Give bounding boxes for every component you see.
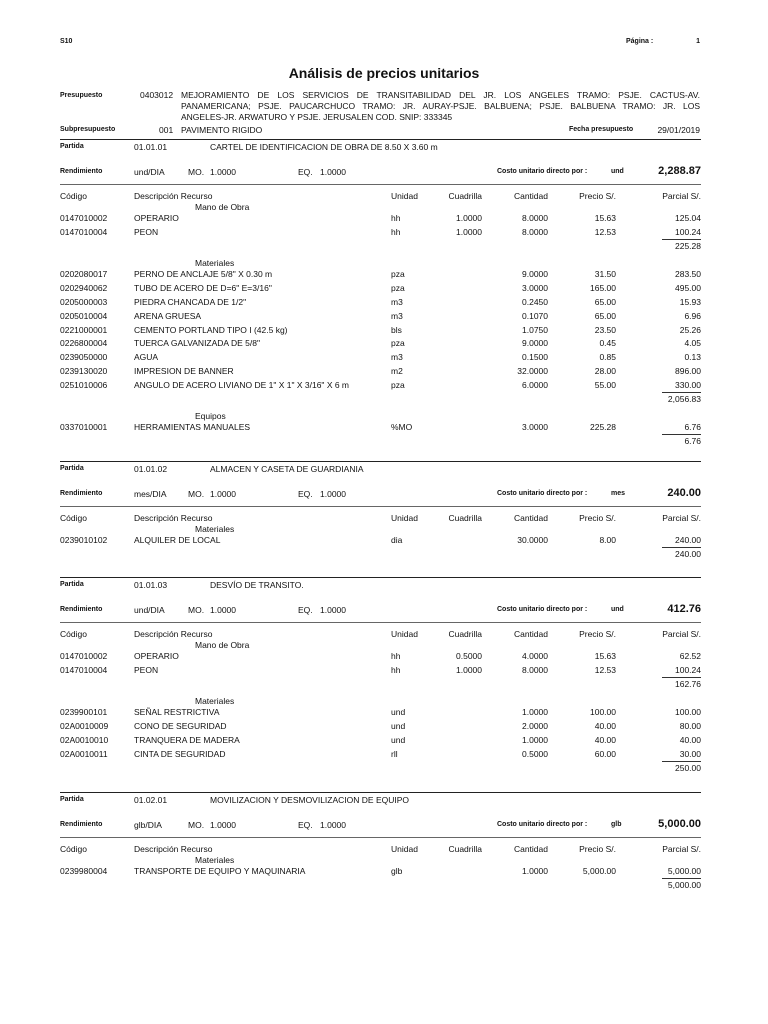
col-header-cantidad: Cantidad — [513, 844, 548, 854]
resource-unit: hh — [391, 664, 401, 675]
resource-code: 0221000001 — [60, 324, 108, 335]
resource-parcial: 100.24 — [675, 226, 701, 237]
subtotal-rule — [662, 239, 701, 240]
resource-description: ARENA GRUESA — [134, 310, 202, 321]
column-header-rule — [60, 622, 701, 623]
resource-cantidad: 3.0000 — [522, 422, 548, 433]
resource-parcial: 100.00 — [675, 707, 701, 718]
subpresupuesto-code: 001 — [159, 125, 174, 135]
resource-code: 0202940062 — [60, 283, 108, 294]
resource-description: OPERARIO — [134, 213, 179, 223]
col-header-precio: Precio S/. — [579, 844, 616, 854]
resource-unit: %MO — [391, 422, 413, 433]
mo-label: MO. — [188, 820, 205, 830]
costo-unitario-total: 5,000.00 — [658, 818, 701, 830]
col-header-parcial: Parcial S/. — [662, 844, 701, 854]
resource-code: 02A0010009 — [60, 721, 109, 732]
partida-name: MOVILIZACION Y DESMOVILIZACION DE EQUIPO — [210, 795, 410, 805]
resource-description: CONO DE SEGURIDAD — [134, 721, 227, 732]
resource-description: OPERARIO — [134, 651, 179, 661]
col-header-parcial: Parcial S/. — [662, 513, 701, 523]
resource-code: 0147010002 — [60, 651, 108, 661]
resource-unit: m3 — [391, 297, 403, 307]
partida-name: ALMACEN Y CASETA DE GUARDIANIA — [210, 464, 364, 474]
resource-cantidad: 3.0000 — [522, 283, 548, 294]
mo-value: 1.0000 — [210, 167, 236, 177]
resource-parcial: 30.00 — [679, 748, 701, 759]
resource-cantidad: 8.0000 — [522, 213, 548, 223]
group-label: Equipos — [195, 411, 226, 422]
col-header-descripcion: Descripción Recurso — [134, 844, 213, 854]
resource-description: CEMENTO PORTLAND TIPO I (42.5 kg) — [134, 324, 288, 335]
col-header-cantidad: Cantidad — [513, 191, 548, 201]
group-subtotal: 5,000.00 — [667, 879, 701, 890]
costo-unitario-total: 240.00 — [667, 487, 701, 499]
eq-label: EQ. — [298, 605, 313, 615]
resource-cantidad: 1.0000 — [522, 735, 548, 745]
partida-top-rule — [60, 577, 701, 578]
resource-unit: m2 — [391, 366, 403, 376]
resource-precio: 12.53 — [594, 664, 616, 675]
rendimiento-unit: und/DIA — [134, 605, 165, 615]
partida-label: Partida — [60, 143, 84, 150]
col-header-cantidad: Cantidad — [513, 513, 548, 523]
mo-value: 1.0000 — [210, 820, 236, 830]
partida-top-rule — [60, 461, 701, 462]
col-header-unidad: Unidad — [391, 844, 418, 854]
resource-precio: 0.85 — [599, 352, 616, 363]
col-header-codigo: Código — [60, 629, 87, 639]
resource-code: 02A0010011 — [60, 748, 108, 759]
col-header-parcial: Parcial S/. — [662, 191, 701, 201]
col-header-unidad: Unidad — [391, 629, 418, 639]
resource-code: 0226800004 — [60, 338, 108, 349]
resource-precio: 225.28 — [590, 422, 616, 433]
subtotal-rule — [662, 392, 701, 393]
resource-description: TRANQUERA DE MADERA — [134, 735, 240, 745]
resource-code: 0205000003 — [60, 297, 108, 307]
mo-label: MO. — [188, 489, 205, 499]
group-subtotal: 6.76 — [684, 436, 701, 447]
fecha-presupuesto-label: Fecha presupuesto — [569, 126, 634, 133]
resource-description: TRANSPORTE DE EQUIPO Y MAQUINARIA — [134, 866, 306, 876]
resource-cantidad: 0.5000 — [522, 748, 548, 759]
resource-parcial: 15.93 — [679, 297, 701, 307]
resource-description: HERRAMIENTAS MANUALES — [134, 422, 251, 433]
partida-name: DESVÍO DE TRANSITO. — [210, 580, 304, 590]
resource-unit: und — [391, 721, 406, 732]
resource-precio: 28.00 — [594, 366, 616, 376]
rendimiento-label: Rendimiento — [60, 168, 103, 175]
partida-top-rule — [60, 792, 701, 793]
resource-precio: 65.00 — [594, 297, 616, 307]
col-header-parcial: Parcial S/. — [662, 629, 701, 639]
resource-code: 0239900101 — [60, 707, 108, 718]
resource-unit: m3 — [391, 352, 403, 363]
resource-precio: 60.00 — [594, 748, 616, 759]
resource-description: AGUA — [134, 352, 159, 363]
resource-cuadrilla: 1.0000 — [456, 226, 482, 237]
resource-description: SEÑAL RESTRICTIVA — [134, 707, 220, 718]
resource-code: 0251010006 — [60, 379, 108, 390]
partida-code: 01.01.02 — [134, 464, 168, 474]
resource-parcial: 25.26 — [679, 324, 701, 335]
resource-cantidad: 2.0000 — [522, 721, 548, 732]
partida-code: 01.01.01 — [134, 142, 168, 152]
resource-description: TUERCA GALVANIZADA DE 5/8" — [134, 338, 260, 349]
resource-precio: 165.00 — [590, 283, 616, 294]
resource-code: 0147010002 — [60, 213, 108, 223]
resource-unit: hh — [391, 213, 401, 223]
col-header-cuadrilla: Cuadrilla — [448, 844, 482, 854]
resource-parcial: 6.76 — [684, 422, 701, 433]
resource-unit: rll — [391, 748, 398, 759]
resource-description: ANGULO DE ACERO LIVIANO DE 1" X 1" X 3/16" X 6 m — [134, 379, 350, 390]
costo-unitario-unit: mes — [611, 490, 626, 497]
col-header-cuadrilla: Cuadrilla — [448, 191, 482, 201]
eq-value: 1.0000 — [320, 820, 346, 830]
eq-label: EQ. — [298, 489, 313, 499]
resource-cantidad: 0.2450 — [522, 297, 548, 307]
col-header-codigo: Código — [60, 844, 87, 854]
subpresupuesto-label: Subpresupuesto — [60, 126, 116, 133]
resource-parcial: 0.13 — [684, 352, 701, 363]
resource-precio: 40.00 — [594, 721, 616, 732]
resource-cantidad: 6.0000 — [522, 379, 548, 390]
col-header-precio: Precio S/. — [579, 513, 616, 523]
subtotal-rule — [662, 677, 701, 678]
resource-cantidad: 1.0000 — [522, 707, 548, 718]
col-header-descripcion: Descripción Recurso — [134, 629, 213, 639]
resource-unit: glb — [391, 866, 403, 876]
eq-value: 1.0000 — [320, 167, 346, 177]
costo-unitario-total: 412.76 — [667, 603, 701, 615]
rendimiento-label: Rendimiento — [60, 606, 103, 613]
resource-unit: pza — [391, 379, 405, 390]
resource-description: ALQUILER DE LOCAL — [134, 535, 221, 545]
col-header-unidad: Unidad — [391, 513, 418, 523]
costo-unitario-label: Costo unitario directo por : — [497, 490, 588, 497]
rendimiento-unit: mes/DIA — [134, 489, 167, 499]
presupuesto-label: Presupuesto — [60, 92, 103, 99]
group-subtotal: 250.00 — [675, 762, 701, 773]
resource-unit: bls — [391, 324, 402, 335]
resource-cantidad: 30.0000 — [517, 535, 548, 545]
resource-description: IMPRESION DE BANNER — [134, 366, 234, 376]
subtotal-rule — [662, 761, 701, 762]
group-label: Materiales — [195, 524, 235, 534]
resource-precio: 15.63 — [594, 651, 616, 661]
resource-precio: 5,000.00 — [582, 866, 616, 876]
page-label: Página : — [626, 38, 654, 45]
resource-description: TUBO DE ACERO DE D=6" E=3/16" — [134, 283, 272, 294]
resource-cantidad: 0.1500 — [522, 352, 548, 363]
column-header-rule — [60, 184, 701, 185]
col-header-precio: Precio S/. — [579, 629, 616, 639]
resource-code: 0205010004 — [60, 310, 108, 321]
partida-code: 01.01.03 — [134, 580, 168, 590]
resource-precio: 15.63 — [594, 213, 616, 223]
column-header-rule — [60, 837, 701, 838]
resource-parcial: 495.00 — [675, 283, 701, 294]
group-subtotal: 225.28 — [675, 240, 701, 251]
resource-code: 0239010102 — [60, 535, 108, 545]
costo-unitario-label: Costo unitario directo por : — [497, 606, 588, 613]
eq-label: EQ. — [298, 820, 313, 830]
resource-code: 0147010004 — [60, 664, 108, 675]
col-header-unidad: Unidad — [391, 191, 418, 201]
costo-unitario-label: Costo unitario directo por : — [497, 821, 588, 828]
resource-description: CINTA DE SEGURIDAD — [134, 748, 226, 759]
resource-precio: 23.50 — [594, 324, 616, 335]
subpresupuesto-name: PAVIMENTO RIGIDO — [181, 125, 263, 135]
group-label: Mano de Obra — [195, 640, 250, 650]
resource-parcial: 62.52 — [679, 651, 701, 661]
resource-cantidad: 32.0000 — [517, 366, 548, 376]
partida-label: Partida — [60, 465, 84, 472]
col-header-cuadrilla: Cuadrilla — [448, 513, 482, 523]
mo-label: MO. — [188, 167, 205, 177]
resource-parcial: 896.00 — [675, 366, 701, 376]
resource-precio: 55.00 — [594, 379, 616, 390]
partida-name: CARTEL DE IDENTIFICACION DE OBRA DE 8.50 X 3.60 m — [210, 142, 438, 152]
rendimiento-unit: und/DIA — [134, 167, 165, 177]
resource-unit: pza — [391, 283, 405, 294]
group-subtotal: 2,056.83 — [667, 393, 701, 404]
resource-cuadrilla: 0.5000 — [456, 651, 482, 661]
resource-description: PEON — [134, 226, 159, 237]
resource-code: 0147010004 — [60, 226, 108, 237]
resource-cantidad: 8.0000 — [522, 664, 548, 675]
resource-parcial: 100.24 — [675, 664, 701, 675]
resource-code: 0202080017 — [60, 269, 108, 280]
resource-parcial: 6.96 — [684, 310, 701, 321]
costo-unitario-unit: glb — [611, 821, 622, 828]
mo-label: MO. — [188, 605, 205, 615]
resource-code: 0337010001 — [60, 422, 108, 433]
resource-description: PEON — [134, 664, 159, 675]
resource-code: 02A0010010 — [60, 735, 109, 745]
costo-unitario-unit: und — [611, 606, 624, 613]
eq-value: 1.0000 — [320, 489, 346, 499]
resource-code: 0239130020 — [60, 366, 108, 376]
col-header-descripcion: Descripción Recurso — [134, 191, 213, 201]
presupuesto-code: 0403012 — [140, 90, 174, 100]
resource-parcial: 4.05 — [684, 338, 701, 349]
resource-parcial: 40.00 — [679, 735, 701, 745]
costo-unitario-unit: und — [611, 168, 624, 175]
partida-label: Partida — [60, 796, 84, 803]
group-label: Mano de Obra — [195, 202, 250, 212]
col-header-precio: Precio S/. — [579, 191, 616, 201]
group-label: Materiales — [195, 258, 235, 269]
resource-precio: 100.00 — [590, 707, 616, 718]
resource-cantidad: 1.0000 — [522, 866, 548, 876]
column-header-rule — [60, 506, 701, 507]
partida-top-rule — [60, 139, 701, 140]
subtotal-rule — [662, 878, 701, 879]
group-label: Materiales — [195, 696, 235, 707]
resource-precio: 8.00 — [599, 535, 616, 545]
resource-cuadrilla: 1.0000 — [456, 213, 482, 223]
resource-precio: 31.50 — [594, 269, 616, 280]
report-code: S10 — [60, 38, 73, 45]
resource-unit: pza — [391, 269, 405, 280]
presupuesto-desc-line1: MEJORAMIENTO DE LOS SERVICIOS DE TRANSITABILIDAD DEL JR. LOS ANGELES TRAMO: PSJE. CACTUS-AV. — [181, 90, 700, 100]
eq-value: 1.0000 — [320, 605, 346, 615]
resource-parcial: 80.00 — [679, 721, 701, 732]
resource-parcial: 125.04 — [675, 213, 701, 223]
mo-value: 1.0000 — [210, 489, 236, 499]
col-header-cantidad: Cantidad — [513, 629, 548, 639]
resource-code: 0239050000 — [60, 352, 108, 363]
page-title: Análisis de precios unitarios — [288, 65, 480, 81]
resource-unit: und — [391, 707, 406, 718]
group-subtotal: 162.76 — [675, 678, 701, 689]
mo-value: 1.0000 — [210, 605, 236, 615]
resource-description: PERNO DE ANCLAJE 5/8" X 0.30 m — [134, 269, 273, 280]
resource-parcial: 330.00 — [675, 379, 701, 390]
resource-unit: m3 — [391, 310, 403, 321]
resource-precio: 0.45 — [599, 338, 616, 349]
resource-unit: hh — [391, 226, 401, 237]
resource-cantidad: 1.0750 — [522, 324, 548, 335]
col-header-cuadrilla: Cuadrilla — [448, 629, 482, 639]
resource-cantidad: 9.0000 — [522, 269, 548, 280]
costo-unitario-label: Costo unitario directo por : — [497, 168, 588, 175]
resource-precio: 65.00 — [594, 310, 616, 321]
resource-cantidad: 9.0000 — [522, 338, 548, 349]
fecha-presupuesto: 29/01/2019 — [657, 125, 700, 135]
rendimiento-label: Rendimiento — [60, 821, 103, 828]
presupuesto-desc-line3: ANGELES-JR. ARWATURO Y PSJE. JERUSALEN COD. SNIP: 333345 — [181, 112, 453, 122]
col-header-descripcion: Descripción Recurso — [134, 513, 213, 523]
resource-precio: 40.00 — [594, 735, 616, 745]
page-number: 1 — [696, 38, 700, 45]
col-header-codigo: Código — [60, 513, 87, 523]
group-subtotal: 240.00 — [675, 548, 701, 559]
resource-cantidad: 4.0000 — [522, 651, 548, 661]
resource-cuadrilla: 1.0000 — [456, 664, 482, 675]
resource-unit: dia — [391, 535, 403, 545]
resource-cantidad: 0.1070 — [522, 310, 548, 321]
group-label: Materiales — [195, 855, 235, 865]
col-header-codigo: Código — [60, 191, 87, 201]
resource-parcial: 240.00 — [675, 535, 701, 545]
subtotal-rule — [662, 547, 701, 548]
resource-unit: pza — [391, 338, 405, 349]
resource-precio: 12.53 — [594, 226, 616, 237]
resource-code: 0239980004 — [60, 866, 108, 876]
eq-label: EQ. — [298, 167, 313, 177]
resource-cantidad: 8.0000 — [522, 226, 548, 237]
costo-unitario-total: 2,288.87 — [658, 165, 701, 177]
partida-label: Partida — [60, 581, 84, 588]
resource-parcial: 283.50 — [675, 269, 701, 280]
resource-description: PIEDRA CHANCADA DE 1/2" — [134, 297, 247, 307]
resource-unit: und — [391, 735, 406, 745]
rendimiento-label: Rendimiento — [60, 490, 103, 497]
rendimiento-unit: glb/DIA — [134, 820, 162, 830]
presupuesto-desc-line2: PANAMERICANA; PSJE. PAUCARCHUCO TRAMO: JR. AURAY-PSJE. BALBUENA; PSJE. BALBUENA TRAMO: JR. LOS — [181, 101, 700, 111]
resource-parcial: 5,000.00 — [667, 866, 701, 876]
resource-unit: hh — [391, 651, 401, 661]
subtotal-rule — [662, 434, 701, 435]
partida-code: 01.02.01 — [134, 795, 168, 805]
